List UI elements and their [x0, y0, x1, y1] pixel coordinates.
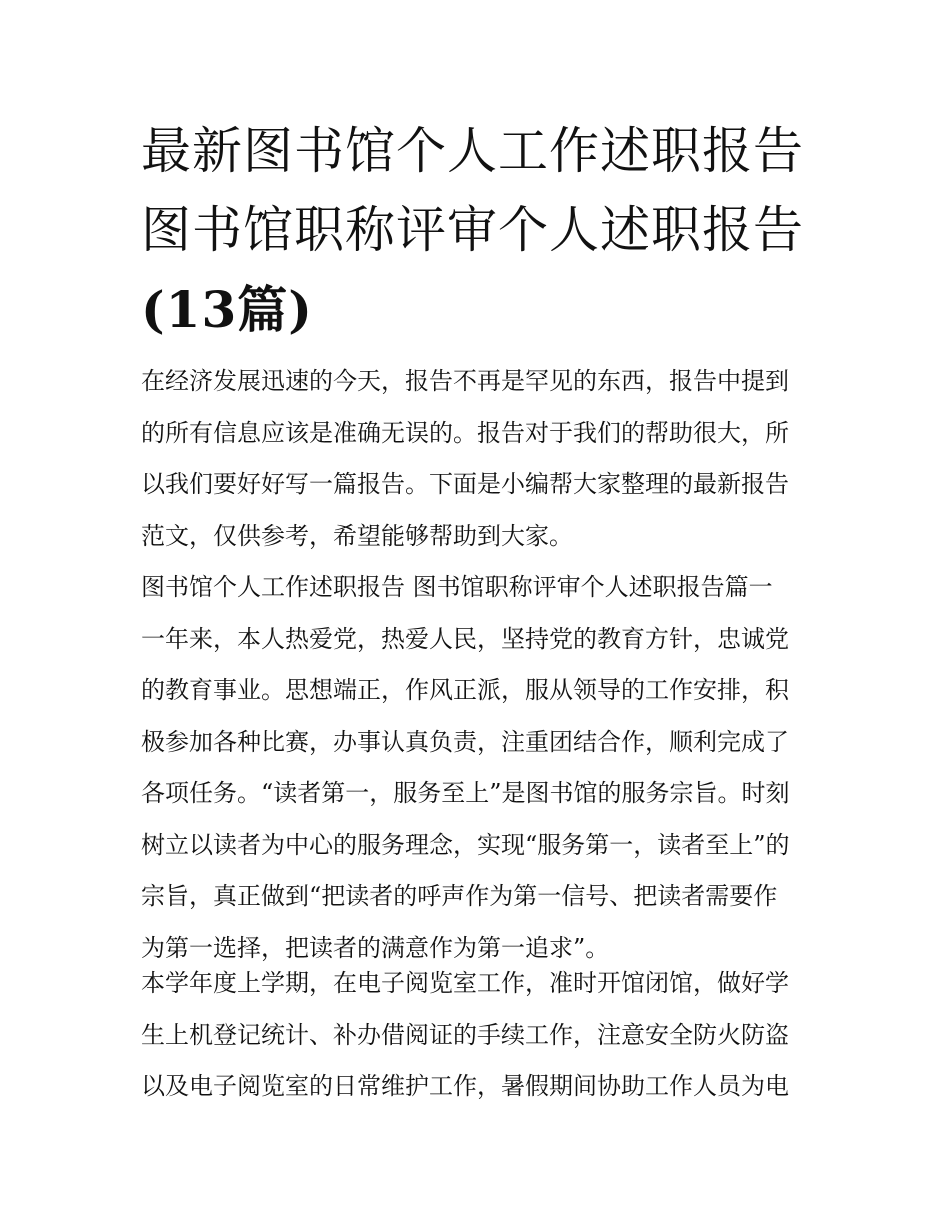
title-line-1: 最新图书馆个人工作述职报告: [141, 122, 804, 180]
paragraph-line: 极参加各种比赛，办事认真负责，注重团结合作，顺利完成了: [141, 727, 789, 756]
paragraph-line: 本学年度上学期，在电子阅览室工作，准时开馆闭馆，做好学: [141, 969, 789, 997]
paragraph-line: 以我们要好好写一篇报告。下面是小编帮大家整理的最新报告: [141, 470, 789, 498]
paragraph-line: 生上机登记统计、补办借阅证的手续工作，注意安全防火防盗: [141, 1020, 789, 1049]
work-paragraph: [141, 958, 821, 1113]
title-line-2: 图书馆职称评审个人述职报告: [141, 201, 804, 259]
paragraph-line: 图书馆个人工作述职报告 图书馆职称评审个人述职报告篇一: [141, 573, 773, 601]
paragraph-line: 以及电子阅览室的日常维护工作，暑假期间协助工作人员为电: [141, 1072, 789, 1100]
paragraph-line: 为第一选择，把读者的满意作为第一追求”。: [141, 933, 610, 962]
paragraph-line: 宗旨，真正做到“把读者的呼声作为第一信号、把读者需要作: [141, 882, 778, 910]
section-one-paragraph: [141, 562, 821, 974]
paragraph-line: 一年来，本人热爱党，热爱人民，坚持党的教育方针，忠诚党: [141, 624, 789, 653]
title-line-3: (13篇): [141, 280, 313, 339]
paragraph-line: 范文，仅供参考，希望能够帮助到大家。: [141, 521, 573, 550]
paragraph-line: 各项任务。“读者第一，服务至上”是图书馆的服务宗旨。时刻: [141, 779, 790, 807]
paragraph-line: 的所有信息应该是准确无误的。报告对于我们的帮助很大，所: [141, 418, 789, 447]
intro-paragraph: [141, 356, 821, 562]
document-title: [141, 112, 821, 349]
paragraph-line: 的教育事业。思想端正，作风正派，服从领导的工作安排，积: [141, 676, 789, 704]
paragraph-line: 树立以读者为中心的服务理念，实现“服务第一，读者至上”的: [141, 830, 790, 859]
paragraph-line: 在经济发展迅速的今天，报告不再是罕见的东西，报告中提到: [141, 367, 789, 395]
